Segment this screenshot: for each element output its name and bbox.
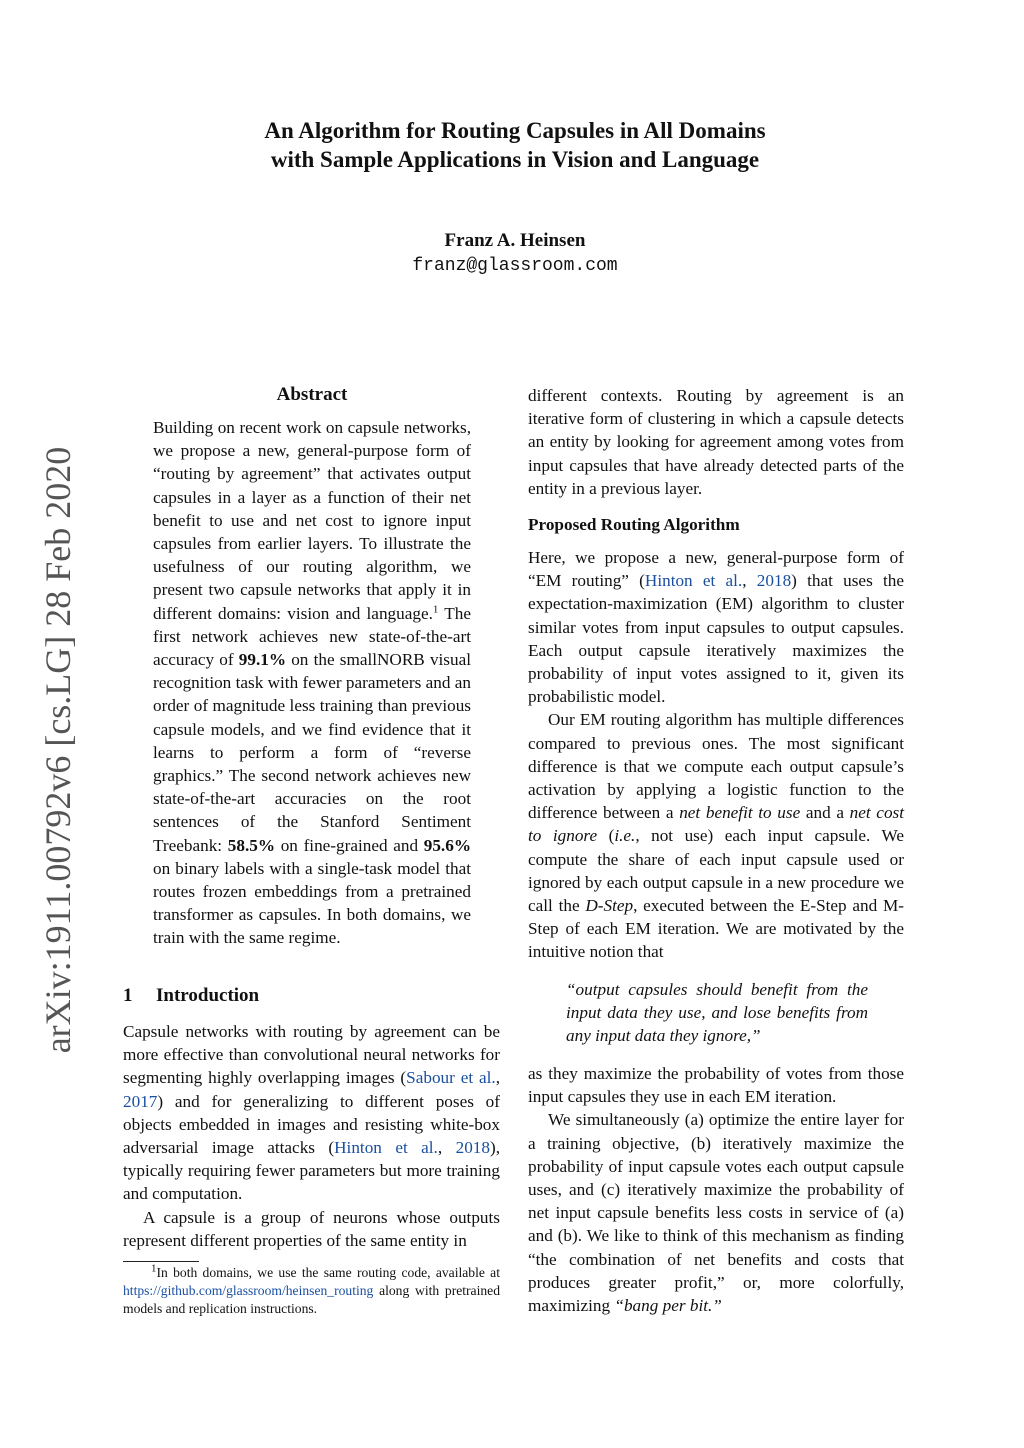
text: Capsule networks with routing by agreement can be more effective than convolutional neural networks for segmenting highly overlapping images ( [123,1022,500,1088]
author-email[interactable]: franz@glassroom.com [412,256,618,276]
smallnorb-accuracy: 99.1% [238,650,287,670]
right-column-continued [528,1062,904,1317]
text: We simultaneously (a) optimize the entire layer for a training objective, (b) iteratively maximize the probability of input capsule votes each output capsule uses, and (c) iteratively maximize the probability of net input capsule benefits less costs in service of (a) and (b). We like to think of this mechanism as finding “the combination of net benefits and costs that produces greater profit,” or, more colorfully, maximizing [528,1110,904,1316]
footnote-text: along with pretrained models and replication instructions. [123,1283,500,1316]
footnote-marker[interactable]: 1 [432,602,439,615]
text: , not use) each input capsule. We compute the share of each input capsule used or ignored by each output capsule in a new procedure we call the [528,826,904,916]
arxiv-identifier: arXiv:1911.00792v6 [cs.LG] 28 Feb 2020 [38,446,78,1054]
text: ) and for generalizing to different poses of objects embedded in images and resisting white-box adversarial image attacks ( [123,1091,500,1158]
paragraph [123,1020,500,1206]
right-column-body [528,546,904,964]
block-quote: “output capsules should benefit from the input data they use, and lose benefits from any input data they ignore,” [566,980,868,1046]
paragraph: different contexts. Routing by agreement is an iterative form of clustering in which a capsule detects an entity by looking for agreement among votes from input capsules that have already detected parts of the entity in a previous layer. [528,386,904,498]
footnote-text: In both domains, we use the same routing code, available at [156,1265,500,1280]
citation-hinton-year[interactable]: 2018 [756,571,792,591]
text: , executed between the E-Step and M-Step of each EM iteration. We are motivated by the intuitive notion that [528,896,905,962]
citation-sabour-author[interactable]: Sabour et al. [406,1068,496,1088]
paragraph: as they maximize the probability of votes from those input capsules they use in each EM iteration. [528,1064,904,1107]
subheading-proposed-routing: Proposed Routing Algorithm [528,515,740,534]
right-column-intro [528,384,904,500]
text: Here, we propose a new, general-purpose form of “EM routing” ( [528,548,904,591]
abstract-text: Building on recent work on capsule networks, we propose a new, general-purpose form of “routing by agreement” that activates output capsules in a layer as a function of their net benefit to use and net cost to ignore input capsules from earlier layers. To illustrate the usefulness of our routing algorithm, we present two capsule networks that apply it in different domains: vision and language. [153,418,471,623]
abstract-heading: Abstract [276,384,348,405]
title-line-2: with Sample Applications in Vision and Language [270,147,760,172]
introduction-body [123,1020,500,1252]
section-heading-introduction [123,985,259,1007]
footnote-divider [123,1261,199,1262]
text: , [742,571,757,591]
text: , [495,1068,500,1088]
paragraph [528,546,904,708]
citation-hinton-author[interactable]: Hinton et al. [644,571,743,591]
section-title: Introduction [156,985,260,1006]
emphasis: net cost to ignore [528,803,904,846]
paragraph: A capsule is a group of neurons whose outputs represent different properties of the same entity in [123,1207,500,1250]
emphasis: “bang per bit.” [614,1296,722,1316]
author-name: Franz A. Heinsen [444,230,586,251]
text: and a [800,803,850,823]
citation-hinton-author[interactable]: Hinton et al. [334,1138,438,1158]
abstract-body [153,416,471,950]
abstract-text: The first network achieves new state-of-the-art accuracy of [153,603,471,670]
paragraph [528,708,904,963]
abstract-text: on fine-grained and [275,835,424,855]
paper-title [0,116,1024,174]
fine-grained-accuracy: 58.5% [227,835,276,855]
emphasis: D-Step [585,896,634,916]
emphasis: i.e. [614,826,636,846]
section-number: 1 [123,985,133,1006]
emphasis: net benefit to use [679,803,801,823]
abstract-text: on the smallNORB visual recognition task with fewer parameters and an order of magnitude less training than previous capsule models, and we find evidence that it learns to perform a form of “reverse graphics.” The second network achieves new state-of-the-art accuracies on the root sentences of the Stanford Sentiment Treebank: [153,650,471,855]
footnote [123,1264,500,1318]
text: ), typically requiring fewer parameters but more training and computation. [123,1138,500,1204]
title-line-1: An Algorithm for Routing Capsules in All Domains [264,118,766,143]
text: ( [597,826,615,846]
text: Our EM routing algorithm has multiple differences compared to previous ones. The most significant difference is that we compute each output capsule’s activation by applying a logistic function to the difference between a [528,710,904,823]
github-link[interactable]: https://github.com/glassroom/heinsen_routing [123,1283,374,1298]
binary-accuracy: 95.6% [423,835,471,855]
text: ) that uses the expectation-maximization (EM) algorithm to cluster similar votes from input capsules to output capsules. Each output capsule iteratively maximizes the probability of input votes assigned to it, given its probabilistic model. [528,571,904,707]
footnote-number: 1 [151,1262,157,1275]
citation-hinton-year[interactable]: 2018 [455,1138,490,1158]
paragraph [528,1108,904,1317]
citation-sabour-year[interactable]: 2017 [123,1091,158,1111]
abstract-text: on binary labels with a single-task model that routes frozen embeddings from a pretrained transformer as capsules. In both domains, we train with the same regime. [153,858,471,948]
text: , [437,1138,456,1158]
